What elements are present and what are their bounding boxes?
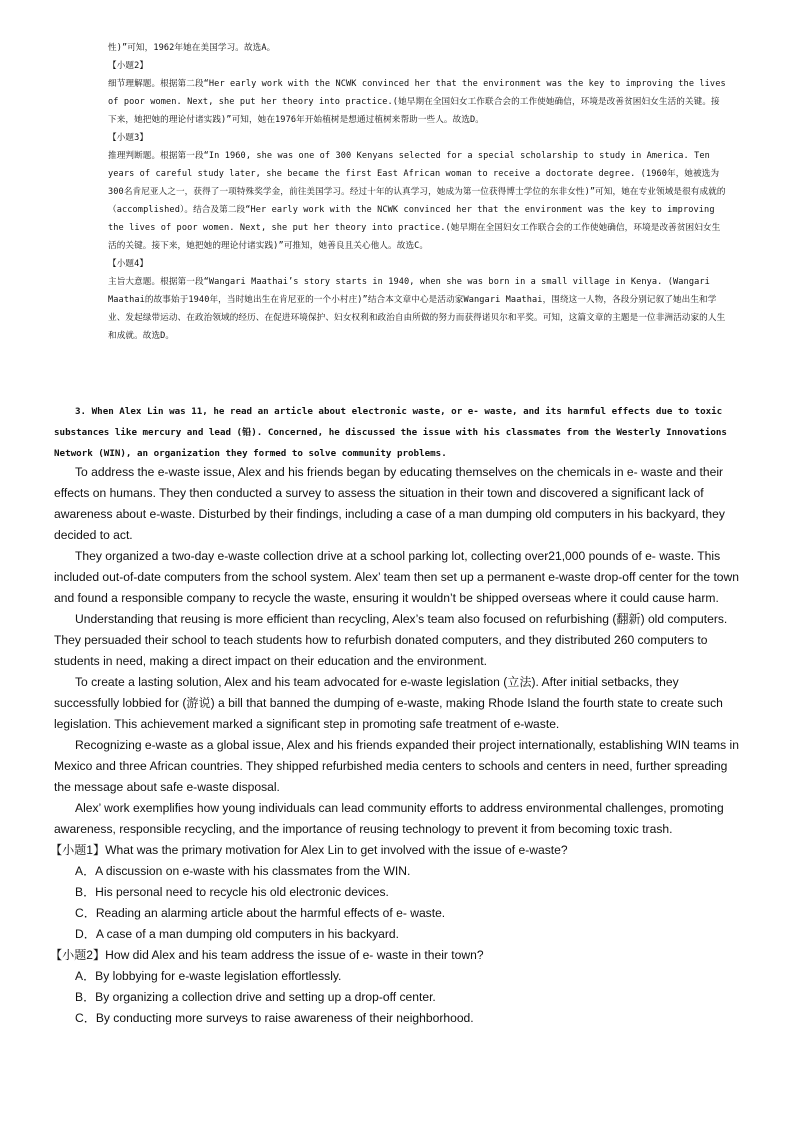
paragraph: To create a lasting solution, Alex and his team advocated for e-waste legislation (立法). After initial setbacks, they successfully lobbied for (游说) a bill that banned the dumping of e-waste, making Rhode Island the fourth state to create such legislation. This achievement marked a significant step in promoting safe treatment of e-waste. <box>54 675 723 731</box>
question-text: What was the primary motivation for Alex Lin to get involved with the issue of e-waste? <box>105 843 568 857</box>
option-b: B．His personal need to recycle his old electronic devices. <box>75 885 389 899</box>
question-2 <box>50 945 744 1029</box>
intro-text: When Alex Lin was 11, he read an article about electronic waste, or e- waste, and its harmful effects due to toxic substances like mercury and lead (铅). Concerned, he discussed the issue with his classmates from the Westerly Innovations Network (WIN), an organization they formed to solve community problems. <box>54 406 727 459</box>
subquestion-tag: 【小题2】 <box>108 61 149 71</box>
subquestion-tag: 【小题3】 <box>108 133 149 143</box>
question-tag: 【小题2】 <box>50 948 106 962</box>
paragraph: Alex’ work exemplifies how young individuals can lead community efforts to address environmental challenges, promoting awareness, responsible recycling, and the importance of reusing technology to prevent it from becoming toxic trash. <box>54 801 724 836</box>
answer-explanations <box>108 39 728 345</box>
question-stem <box>50 840 744 861</box>
paragraph: To address the e-waste issue, Alex and his friends began by educating themselves on the chemicals in e- waste and their effects on humans. They then conducted a survey to assess the situation in their town and discovered a significant lack of awareness about e-waste. Disturbed by their findings, including a case of a man dumping old computers in his backyard, they decided to act. <box>54 465 725 542</box>
answer-line: 性)”可知，1962年她在美国学习。故选A。 <box>108 43 276 53</box>
question-tag: 【小题1】 <box>50 843 106 857</box>
passage-body <box>50 462 744 1029</box>
option-a: A．A discussion on e-waste with his classmates from the WIN. <box>75 864 411 878</box>
question-stem <box>50 945 744 966</box>
option-d: D．A case of a man dumping old computers in his backyard. <box>75 927 400 941</box>
paragraph: Recognizing e-waste as a global issue, Alex and his friends expanded their project internationally, establishing WIN teams in Mexico and three African countries. They shipped refurbished media centers to schools and centers in need, further spreading the message about safe e-waste disposal. <box>54 738 739 794</box>
question-text: How did Alex and his team address the issue of e- waste in their town? <box>105 948 484 962</box>
paragraph: They organized a two-day e-waste collection drive at a school parking lot, collecting over21,000 pounds of e- waste. This included out-of-date computers from the school system. Alex’ team then set up a permanent e-waste drop-off center for the town and found a responsible company to recycle the waste, ensuring it wouldn’t be shipped overseas where it could cause harm. <box>54 549 739 605</box>
explanation-text: 推理判断题。根据第一段“In 1960, she was one of 300 Kenyans selected for a special scholarship to study in America. Ten years of careful study later, she became the first East African woman to receive a doctorate degree. (1960年，她被选为300名肯尼亚人之一，获得了一项特殊奖学金，前往美国学习。经过十年的认真学习，她成为第一位获得博士学位的东非女性)”可知，她在专业领域是很有成就的（accomplished）。结合及第二段“Her early work with the NCWK convinced her that the environment was the key to improving the lives of poor women. Next, she put her theory into practice.(她早期在全国妇女工作联合会的工作使她确信，环境是改善贫困妇女生活的关键。接下来，她把她的理论付诸实践)”可推知，她善良且关心他人。故选C。 <box>108 151 726 251</box>
option-b: B．By organizing a collection drive and setting up a drop-off center. <box>75 990 436 1004</box>
explanation-text: 主旨大意题。根据第一段“Wangari Maathai’s story starts in 1940, when she was born in a small village in Kenya. (Wangari Maathai的故事始于1940年，当时她出生在肯尼亚的一个小村庄)”结合本文章中心是活动家Wangari Maathai，围绕这一人物，各段分别记叙了她出生和学业、发起绿带运动、在政治领域的经历、在促进环境保护、妇女权利和政治自由所做的努力而获得诺贝尔和平奖。可知，这篇文章的主题是一位非洲活动家的人生和成就。故选D。 <box>108 277 726 341</box>
option-c: C．Reading an alarming article about the harmful effects of e- waste. <box>75 906 446 920</box>
option-c: C．By conducting more surveys to raise awareness of their neighborhood. <box>75 1011 474 1025</box>
paragraph: Understanding that reusing is more efficient than recycling, Alex’s team also focused on refurbishing (翻新) old computers. They persuaded their school to teach students how to refurbish donated computers, and they distributed 260 computers to students in need, making a direct impact on their education and the environment. <box>54 612 728 668</box>
subquestion-tag: 【小题4】 <box>108 259 149 269</box>
passage-intro <box>54 401 744 464</box>
question-1 <box>50 840 744 945</box>
question-number: 3. <box>75 406 87 417</box>
explanation-text: 细节理解题。根据第二段“Her early work with the NCWK convinced her that the environment was the key to improving the lives of poor women. Next, she put her theory into practice.(她早期在全国妇女工作联合会的工作使她确信，环境是改善贫困妇女生活的关键。接下来，她把她的理论付诸实践)”可知，她在1976年开始植树是想通过植树来帮助一些人。故选D。 <box>108 79 726 125</box>
option-a: A．By lobbying for e-waste legislation effortlessly. <box>75 969 342 983</box>
